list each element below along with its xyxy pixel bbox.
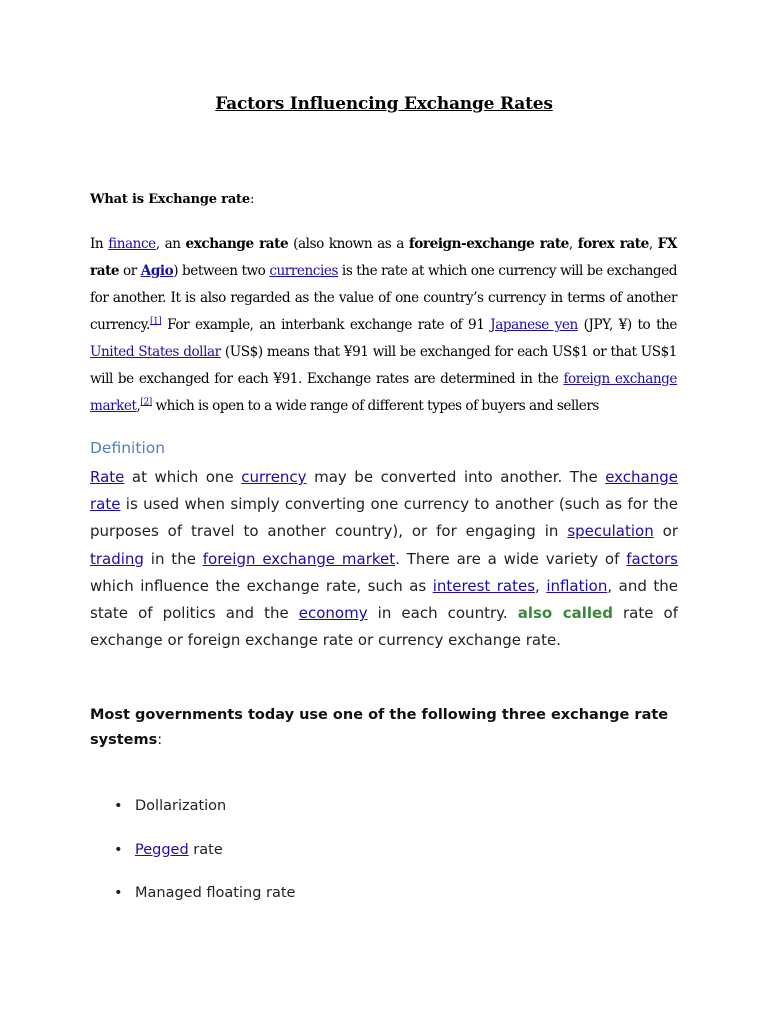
reference-link-1[interactable]: [1] — [149, 316, 162, 327]
text-run: , — [535, 576, 547, 595]
text-run: (JPY, ¥) to the — [577, 317, 678, 333]
text-run: or — [119, 263, 141, 279]
list-item-label: Dollarization — [135, 798, 227, 814]
list-item — [90, 881, 490, 925]
link-currencies[interactable]: currencies — [269, 263, 338, 279]
link-factors[interactable]: factors — [626, 549, 678, 568]
list-item — [90, 794, 490, 838]
text-run: , — [648, 236, 658, 252]
link-rate[interactable]: Rate — [90, 468, 125, 486]
text-run: at which one — [124, 468, 242, 486]
text-run: For example, an interbank exchange rate of 91 — [161, 317, 491, 333]
text-run: is the rate at which one currency will be exchanged for another. It is also regarded as the value of one country’s currency in terms of another currency. — [90, 263, 677, 333]
text-run: In — [90, 236, 109, 252]
text-run: , — [136, 398, 141, 414]
text-run: in the — [143, 549, 203, 568]
document-title: Factors Influencing Exchange Rates — [215, 94, 553, 114]
systems-heading-text: Most governments today use one of the following three exchange rate systems — [90, 707, 669, 748]
bullet-icon: • — [114, 798, 123, 814]
bullet-icon: • — [114, 885, 123, 901]
link-foreign-exchange-market[interactable]: foreign exchange market — [90, 371, 678, 414]
text-run: which is open to a wide range of different types of buyers and sellers — [151, 398, 599, 414]
text-run: . There are a wide variety of — [395, 549, 627, 568]
text-run: or — [653, 522, 678, 541]
text-run: (also known as a — [288, 236, 409, 252]
list-item — [90, 838, 490, 882]
text-run: in each country. — [367, 604, 518, 623]
text-run: is used when simply converting one currency to another (such as for the purposes of travel to another country), or for engaging in — [90, 495, 678, 541]
also-called-highlight: also called — [517, 604, 613, 623]
question-text: What is Exchange rate — [90, 192, 250, 207]
bullet-icon: • — [114, 841, 123, 858]
link-united-states-dollar[interactable]: United States dollar — [90, 344, 221, 360]
link-currency[interactable]: currency — [241, 468, 307, 486]
term-foreign-exchange-rate: foreign-exchange rate — [408, 236, 569, 252]
link-agio[interactable]: Agio — [140, 263, 174, 279]
exchange-rate-systems-list — [90, 794, 490, 925]
link-japanese-yen[interactable]: Japanese yen — [490, 317, 578, 333]
text-run: ) between two — [173, 263, 270, 279]
text-run: may be converted into another. The — [306, 468, 606, 486]
link-exchange-rate[interactable]: exchange rate — [90, 468, 678, 514]
text-run: (US$) means that ¥91 will be exchanged for each US$1 or that US$1 will be exchanged for each ¥91. Exchange rates are determined in the — [90, 344, 678, 387]
intro-paragraph — [90, 231, 677, 420]
text-run: , an — [155, 236, 186, 252]
systems-heading-colon: : — [157, 732, 163, 748]
text-run: rate of exchange or foreign exchange rate or currency exchange rate. — [90, 604, 678, 650]
list-item-label: Managed floating rate — [135, 885, 296, 901]
question-heading — [90, 192, 254, 207]
text-run: which influence the exchange rate, such as — [90, 576, 433, 595]
definition-paragraph — [90, 464, 678, 654]
link-interest-rates[interactable]: interest rates — [432, 576, 536, 595]
list-item-label: rate — [188, 841, 223, 858]
question-colon: : — [249, 192, 255, 207]
link-finance[interactable]: finance — [108, 236, 156, 252]
link-pegged[interactable]: Pegged — [135, 841, 189, 858]
term-exchange-rate: exchange rate — [185, 236, 289, 252]
link-trading[interactable]: trading — [90, 549, 144, 568]
definition-heading: Definition — [90, 439, 166, 457]
link-speculation[interactable]: speculation — [567, 522, 654, 541]
term-fx-rate: FX rate — [90, 236, 677, 279]
link-foreign-exchange-market-2[interactable]: foreign exchange market — [202, 549, 396, 568]
term-forex-rate: forex rate — [577, 236, 649, 252]
text-run: , — [568, 236, 578, 252]
link-inflation[interactable]: inflation — [546, 576, 608, 595]
reference-link-2[interactable]: [2] — [140, 397, 152, 408]
link-economy[interactable]: economy — [298, 604, 368, 623]
text-run: , and the state of politics and the — [90, 576, 678, 623]
systems-heading — [90, 703, 670, 753]
